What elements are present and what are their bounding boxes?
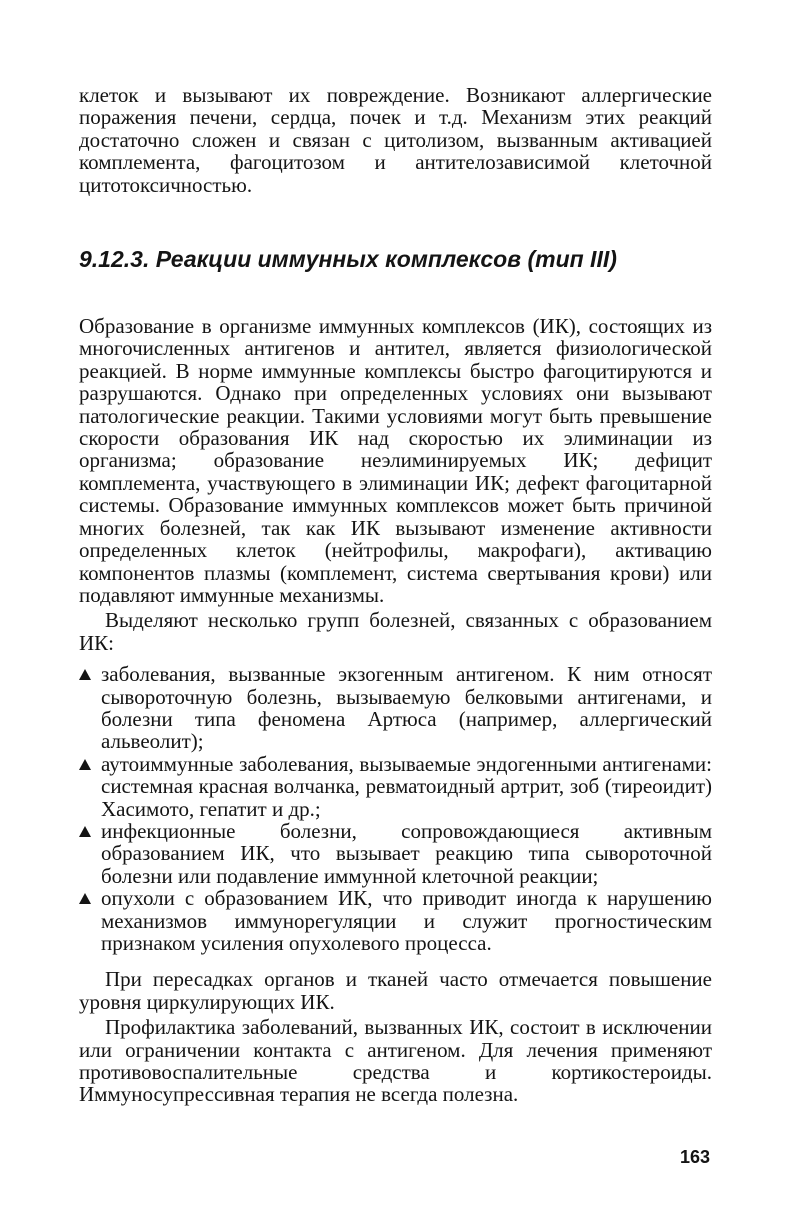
list-item — [79, 663, 712, 753]
triangle-bullet-icon — [79, 759, 91, 770]
page-body — [79, 84, 712, 1106]
paragraph-disease-groups: Выделяют несколько групп болезней, связанных с образованием ИК: — [79, 608, 712, 655]
list-item-text: инфекционные болезни, сопровождающиеся активным образованием ИК, что вызывает реакцию типа сывороточной болезни или подавление иммунной клеточной реакции; — [101, 818, 712, 888]
intro-paragraph: клеток и вызывают их повреждение. Возникают аллергические поражения печени, сердца, почек и т.д. Механизм этих реакций достаточно сложен и связан с цитолизом, вызванным активацией комплемента, фагоцитозом и антителозависимой клеточной цитотоксичностью. — [79, 83, 712, 197]
paragraph-prevention: Профилактика заболеваний, вызванных ИК, состоит в исключении или ограничении контакта с антигеном. Для лечения применяют противовоспалительные средства и кортикостероиды. Иммуносупрессивная терапия не всегда полезна. — [79, 1015, 712, 1107]
disease-group-list — [79, 663, 712, 954]
list-item-text: опухоли с образованием ИК, что приводит иногда к нарушению механизмов иммунорегуляции и служит прогностическим признаком усиления опухолевого процесса. — [101, 886, 712, 955]
triangle-bullet-icon — [79, 826, 91, 837]
paragraph-immune-complexes: Образование в организме иммунных комплексов (ИК), состоящих из многочисленных антигенов и антител, является физиологической реакцией. В норме иммунные комплексы быстро фагоцитируются и разрушаются. Однако при определенных условиях они вызывают патологические реакции. Такими условиями могут быть превышение скорости образования ИК над скоростью их элиминации из организма; образование неэлиминируемых ИК; дефицит комплемента, участвующего в элиминации ИК; дефект фагоцитарной системы. Образование иммунных комплексов может быть причиной многих болезней, так как ИК вызывают изменение активности определенных клеток (нейтрофилы, макрофаги), активацию компонентов плазмы (комплемент, система свертывания крови) или подавляют иммунные механизмы. — [79, 314, 712, 607]
triangle-bullet-icon — [79, 669, 91, 680]
paragraph-transplant: При пересадках органов и тканей часто отмечается повышение уровня циркулирующих ИК. — [79, 967, 712, 1014]
list-item — [79, 820, 712, 887]
list-item — [79, 753, 712, 820]
page-number: 163 — [679, 1147, 710, 1167]
list-item-text: аутоиммунные заболевания, вызываемые эндогенными антигенами: системная красная волчанка, ревматоидный артрит, зоб (тиреоидит) Хасимото, гепатит и др.; — [101, 751, 712, 821]
triangle-bullet-icon — [79, 893, 91, 904]
list-item — [79, 887, 712, 954]
section-heading: 9.12.3. Реакции иммунных комплексов (тип III) — [79, 246, 617, 273]
list-item-text: заболевания, вызванные экзогенным антигеном. К ним относят сывороточную болезнь, вызываемую белковыми антигенами, и болезни типа феномена Артюса (например, аллергический альвеолит); — [101, 662, 712, 754]
